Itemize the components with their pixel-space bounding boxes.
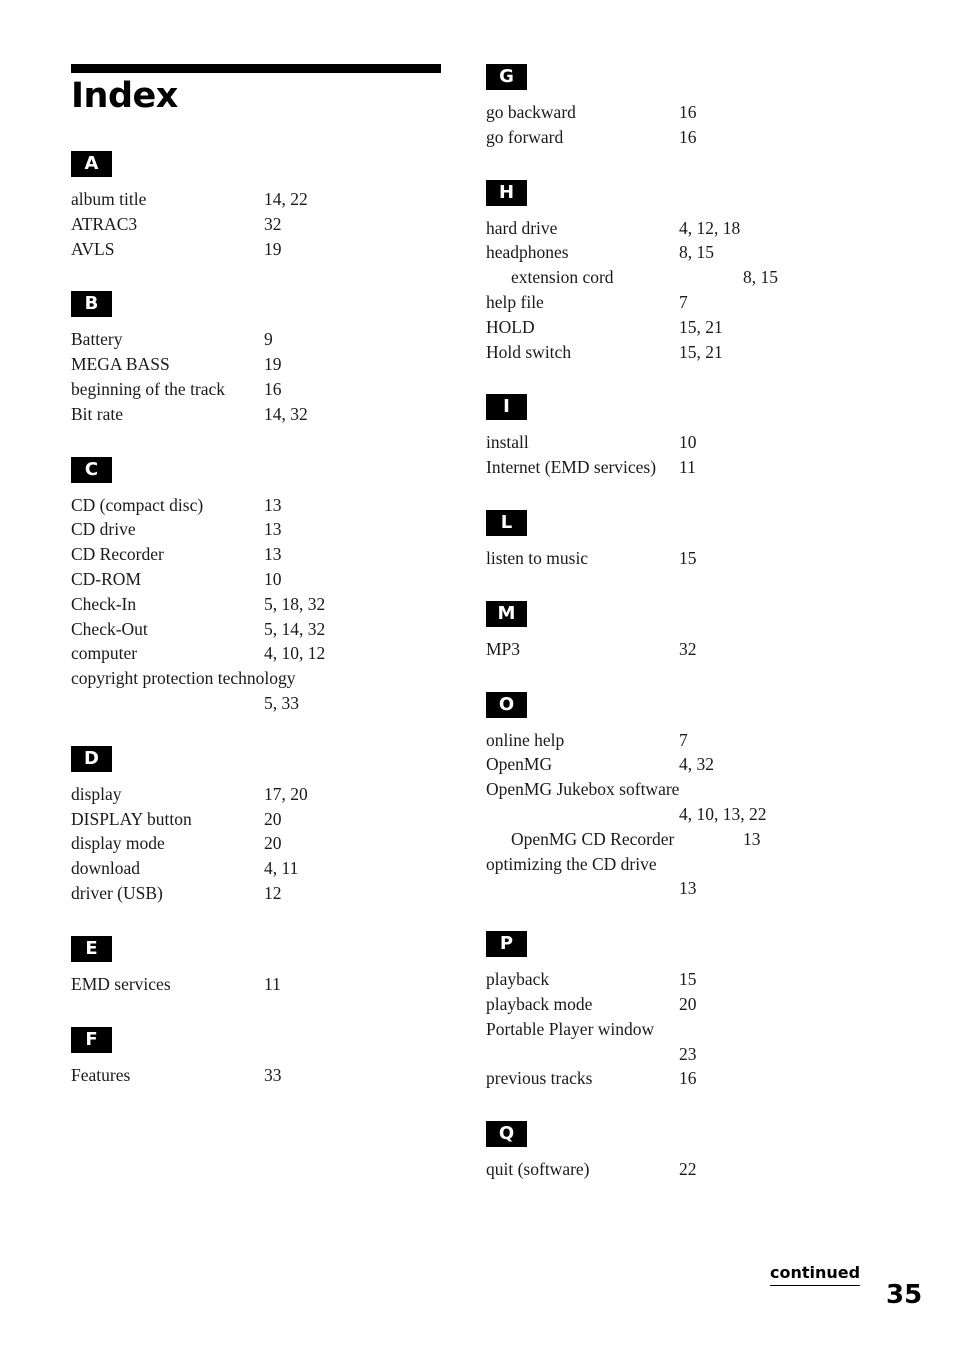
index-term: Battery [71,329,123,350]
index-term: HOLD [486,316,535,337]
index-term: ATRAC3 [71,213,138,234]
index-pages: 10 [679,432,697,453]
index-section [486,931,906,1091]
index-term: hard drive [486,217,558,238]
section-letter: G [486,64,527,90]
index-entry [486,315,906,340]
index-entry [486,430,906,455]
index-term: MEGA BASS [71,354,170,375]
index-term: online help [486,729,565,750]
index-term: Check-In [71,593,137,614]
index-term: beginning of the track [71,378,226,399]
index-term: help file [486,291,544,312]
index-pages: 33 [264,1064,282,1085]
index-pages: 11 [679,457,696,478]
index-term: DISPLAY button [71,808,192,829]
index-pages: 20 [264,808,282,829]
index-term: CD (compact disc) [71,494,204,515]
index-pages: 16 [679,1068,697,1089]
index-term: extension cord [511,267,614,288]
index-entry [71,493,461,518]
index-section [486,180,906,365]
section-letter: I [486,394,527,420]
index-entry [486,1157,906,1182]
index-pages: 15, 21 [679,341,723,362]
index-section [486,394,906,480]
index-section [71,1027,461,1088]
index-pages: 20 [679,993,697,1014]
index-pages: 19 [264,238,282,259]
index-entry [486,455,906,480]
index-pages: 11 [264,973,281,994]
index-section [486,64,906,150]
index-entry [486,240,906,265]
index-pages: 4, 32 [679,754,714,775]
index-section [71,457,461,716]
index-term: quit (software) [486,1159,590,1180]
index-entry [486,100,906,125]
section-letter: F [71,1027,112,1053]
index-entry [486,125,906,150]
index-entry [486,752,906,777]
index-pages: 5, 18, 32 [264,593,326,614]
index-entry [71,641,461,666]
index-pages: 5, 33 [264,692,299,713]
index-pages: 32 [679,638,697,659]
section-letter: L [486,510,527,536]
index-entry [71,972,461,997]
index-entry [71,327,461,352]
index-subentry [486,265,906,290]
index-pages: 4, 10, 12 [264,643,326,664]
index-entry [71,1063,461,1088]
index-section [486,510,906,571]
index-term: CD Recorder [71,544,164,565]
index-entry [71,542,461,567]
section-letter: O [486,692,527,718]
index-entry [71,187,461,212]
index-entry [71,881,461,906]
index-column-left [71,151,461,1117]
title-rule [71,64,441,73]
index-section [71,291,461,426]
index-entry [486,992,906,1017]
index-pages: 13 [743,828,761,849]
index-section [71,936,461,997]
index-subentry [486,827,906,852]
index-term: display [71,783,122,804]
index-pages: 22 [679,1159,697,1180]
index-term: MP3 [486,638,521,659]
index-entry [71,402,461,427]
index-section [486,601,906,662]
index-term: Bit rate [71,403,123,424]
continued-label: continued [770,1262,860,1286]
index-term: OpenMG Jukebox software [486,779,680,800]
index-term: Hold switch [486,341,572,362]
section-letter: D [71,746,112,772]
section-letter: A [71,151,112,177]
index-entry [486,216,906,241]
index-entry [71,517,461,542]
index-pages: 17, 20 [264,783,308,804]
page-number: 35 [886,1280,923,1310]
index-term: Check-Out [71,618,148,639]
index-entry [71,237,461,262]
section-letter: B [71,291,112,317]
index-term: listen to music [486,547,589,568]
index-section [486,1121,906,1182]
index-pages: 15 [679,547,697,568]
index-term: Features [71,1064,131,1085]
index-section [71,151,461,261]
index-term: CD drive [71,519,136,540]
index-pages: 8, 15 [743,267,778,288]
index-pages: 12 [264,882,282,903]
index-term: computer [71,643,138,664]
section-letter: C [71,457,112,483]
index-term: previous tracks [486,1068,593,1089]
index-term: album title [71,189,147,209]
index-section [486,692,906,902]
index-entry [71,666,461,691]
index-entry [71,807,461,832]
index-entry [71,352,461,377]
section-letter: E [71,936,112,962]
index-entry [486,546,906,571]
section-letter: P [486,931,527,957]
index-term: OpenMG CD Recorder [511,828,675,849]
index-entry [71,782,461,807]
index-pages: 8, 15 [679,242,714,263]
index-term: display mode [71,833,165,854]
index-term: copyright protection technology [71,668,296,689]
index-entry [486,340,906,365]
index-pages: 14, 22 [264,189,308,209]
index-entry [71,567,461,592]
index-term: install [486,432,529,453]
index-pages: 13 [264,519,282,540]
section-letter: H [486,180,527,206]
page-title: Index [71,76,178,116]
index-entry [71,617,461,642]
index-section [71,746,461,906]
index-pages: 16 [264,378,282,399]
index-term: go forward [486,126,564,147]
section-letter: Q [486,1121,527,1147]
index-pages: 15, 21 [679,316,723,337]
index-pages: 23 [679,1043,697,1064]
index-pages: 9 [264,329,273,350]
index-pages: 4, 12, 18 [679,217,741,238]
index-pages: 13 [264,544,282,565]
section-letter: M [486,601,527,627]
index-term: OpenMG [486,754,553,775]
index-pages: 13 [679,878,697,899]
index-pages: 10 [264,568,282,589]
index-term: Internet (EMD services) [486,457,657,478]
index-pages: 7 [679,291,688,312]
index-pages: 5, 14, 32 [264,618,326,639]
index-term: CD-ROM [71,568,142,589]
index-pages: 15 [679,969,697,990]
index-pages: 16 [679,126,697,147]
index-term: driver (USB) [71,882,163,903]
index-pages: 7 [679,729,688,750]
index-entry [486,728,906,753]
index-entry [71,592,461,617]
index-entry [71,831,461,856]
index-entry [486,967,906,992]
index-entry [486,777,906,802]
index-entry [71,856,461,881]
index-column-right [486,64,906,1212]
index-entry [486,637,906,662]
index-pages: 20 [264,833,282,854]
index-pages: 16 [679,102,697,122]
index-pages: 14, 32 [264,403,308,424]
index-pages: 4, 11 [264,858,299,879]
index-pages: 19 [264,354,282,375]
index-term: EMD services [71,973,171,994]
index-term: headphones [486,242,569,263]
index-pages: 13 [264,494,282,515]
index-term: go backward [486,102,576,122]
index-term: playback mode [486,993,593,1014]
index-entry [486,852,906,877]
index-entry [486,1017,906,1042]
index-term: Portable Player window [486,1018,655,1039]
index-pages: 4, 10, 13, 22 [679,803,767,824]
index-term: optimizing the CD drive [486,853,657,874]
index-entry [486,1066,906,1091]
index-term: playback [486,969,550,990]
index-pages: 32 [264,213,282,234]
index-term: AVLS [71,238,115,259]
index-entry [71,212,461,237]
index-term: download [71,858,141,879]
index-entry [71,377,461,402]
index-entry [486,290,906,315]
